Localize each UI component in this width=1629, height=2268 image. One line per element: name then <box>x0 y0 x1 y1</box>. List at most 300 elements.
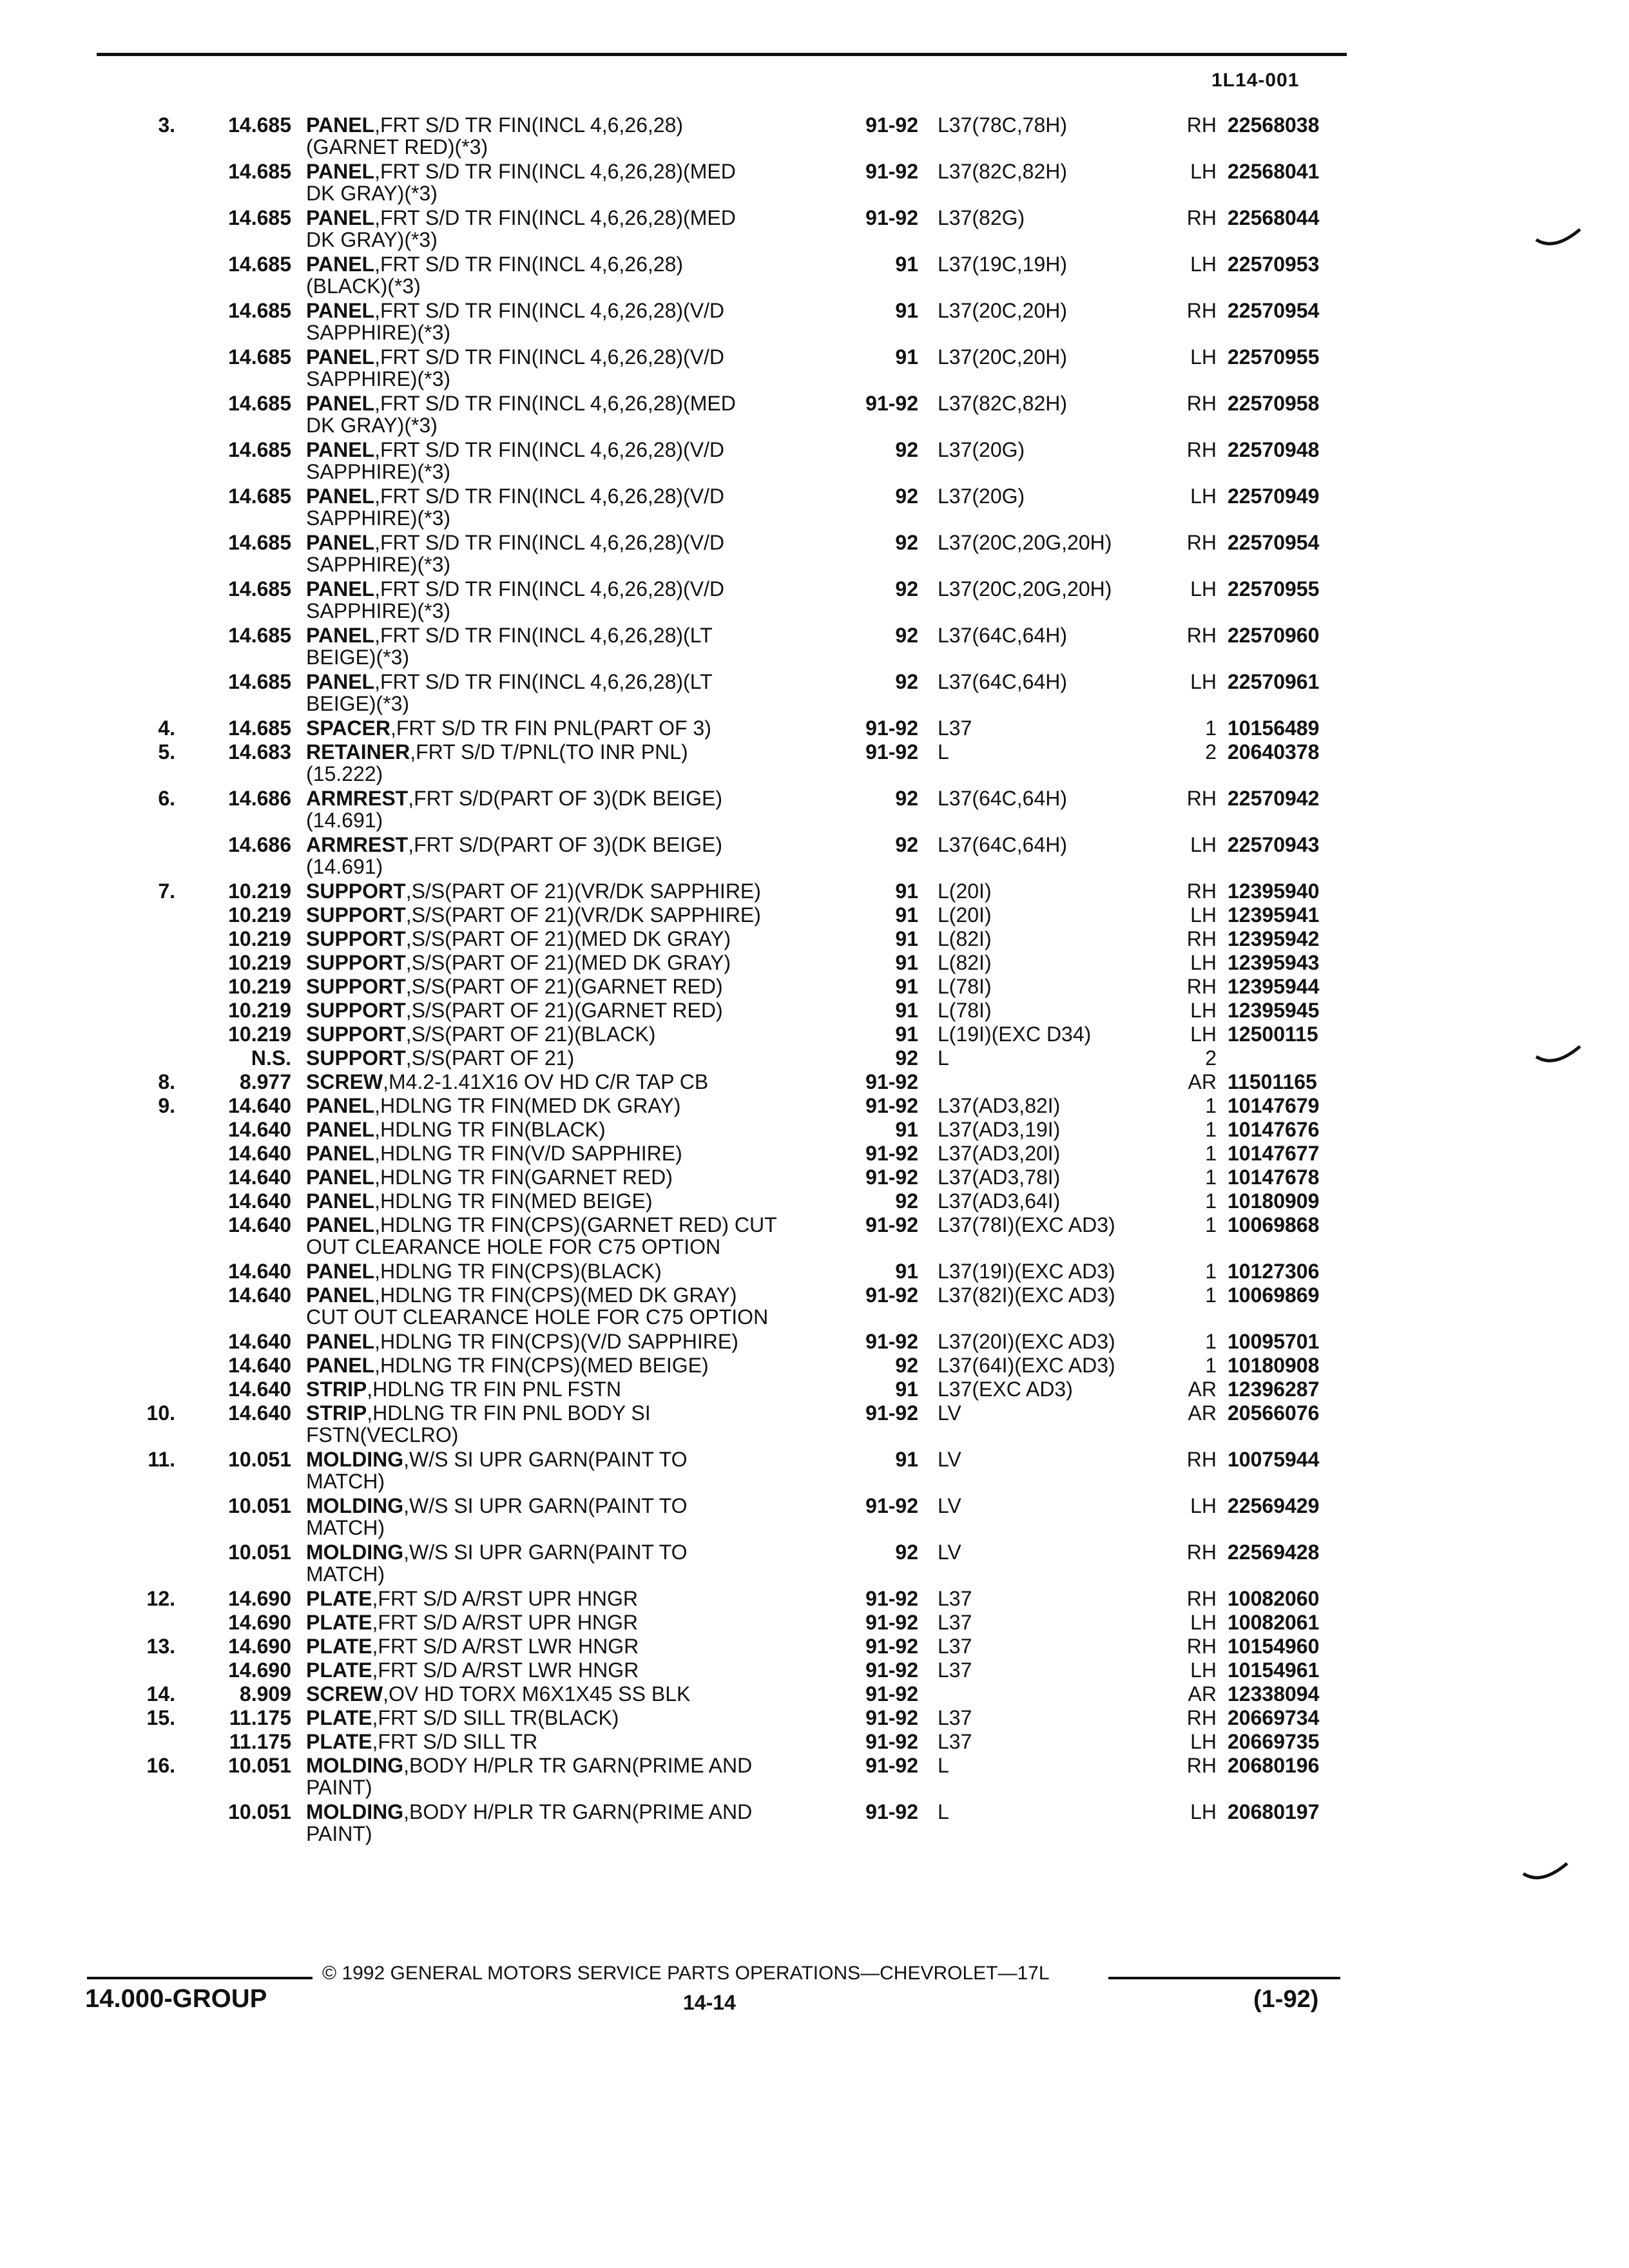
part-name: PANEL <box>306 1118 375 1141</box>
part-description <box>306 975 723 998</box>
table-row <box>0 999 1629 1023</box>
quantity: 1 <box>1205 1213 1217 1236</box>
quantity: AR <box>1188 1378 1217 1401</box>
part-description <box>306 1541 687 1564</box>
part-detail: ,FRT S/D A/RST LWR HNGR <box>372 1635 639 1658</box>
group-number: 14.640 <box>228 1094 291 1117</box>
part-name: PANEL <box>306 345 375 369</box>
group-number: 10.051 <box>228 1494 291 1517</box>
part-detail: ,FRT S/D TR FIN(INCL 4,6,26,28)(V/D <box>374 345 725 369</box>
part-name: STRIP <box>306 1401 367 1425</box>
model-code: L37(82G) <box>938 206 1025 229</box>
group-number: 14.685 <box>228 345 291 369</box>
group-number: 14.640 <box>228 1330 291 1353</box>
part-name: PANEL <box>306 1260 375 1283</box>
illustration-number: 7. <box>158 879 175 903</box>
part-number: 22568044 <box>1228 206 1320 229</box>
part-description <box>306 740 688 764</box>
part-name: PANEL <box>306 206 375 229</box>
group-number: 14.640 <box>228 1354 291 1377</box>
part-name: SUPPORT <box>306 879 406 903</box>
part-number: 22568041 <box>1228 160 1320 183</box>
model-code: L37(20C,20H) <box>938 299 1067 322</box>
model-code: L37(82C,82H) <box>938 392 1067 415</box>
table-row <box>0 1142 1629 1166</box>
model-code: L <box>938 1046 949 1070</box>
check-mark-icon <box>1535 1044 1581 1070</box>
group-number: 14.686 <box>228 787 291 810</box>
part-description <box>306 1023 655 1046</box>
model-code: L(20I) <box>938 903 992 927</box>
model-year: 91-92 <box>865 1213 918 1236</box>
model-year: 92 <box>895 485 918 508</box>
group-number: 14.640 <box>228 1260 291 1283</box>
part-detail: ,FRT S/D TR FIN(INCL 4,6,26,28)(LT <box>374 670 713 693</box>
part-detail: ,FRT S/D TR FIN(INCL 4,6,26,28)(V/D <box>374 485 725 508</box>
illustration-number: 3. <box>158 113 175 137</box>
group-number: 14.640 <box>228 1401 291 1425</box>
description-continuation: SAPPHIRE)(*3) <box>306 506 451 530</box>
group-number: 14.640 <box>228 1118 291 1141</box>
illustration-number: 14. <box>146 1682 175 1706</box>
group-number: 14.685 <box>228 113 291 137</box>
table-row <box>0 879 1629 903</box>
model-year: 92 <box>895 531 918 554</box>
part-number: 22569428 <box>1228 1541 1320 1564</box>
part-number: 20566076 <box>1228 1401 1320 1425</box>
table-row <box>0 113 1629 160</box>
quantity: AR <box>1188 1682 1217 1706</box>
part-number: 10069869 <box>1228 1283 1320 1307</box>
part-detail: ,FRT S/D T/PNL(TO INR PNL) <box>410 740 688 764</box>
part-detail: ,FRT S/D SILL TR <box>372 1730 538 1753</box>
description-continuation: MATCH) <box>306 1516 385 1539</box>
group-number: 14.685 <box>228 160 291 183</box>
group-number: 10.051 <box>228 1541 291 1564</box>
model-year: 91-92 <box>865 1070 918 1093</box>
quantity: LH <box>1190 345 1217 369</box>
model-year: 91-92 <box>865 1611 918 1634</box>
part-name: STRIP <box>306 1378 367 1401</box>
part-description <box>306 206 736 229</box>
part-detail: ,FRT S/D TR FIN(INCL 4,6,26,28) <box>374 253 684 276</box>
part-name: MOLDING <box>306 1494 404 1517</box>
group-number: 14.690 <box>228 1635 291 1658</box>
table-row <box>0 577 1629 624</box>
table-row <box>0 1494 1629 1541</box>
group-number: 10.219 <box>228 927 291 950</box>
part-description <box>306 1494 687 1517</box>
quantity: LH <box>1190 1730 1217 1753</box>
part-name: PLATE <box>306 1658 372 1682</box>
part-detail: ,HDLNG TR FIN(CPS)(MED BEIGE) <box>374 1354 709 1377</box>
quantity: RH <box>1186 1706 1217 1729</box>
part-detail: ,BODY H/PLR TR GARN(PRIME AND <box>403 1800 753 1823</box>
part-name: SUPPORT <box>306 927 406 950</box>
part-description <box>306 903 761 927</box>
quantity: 1 <box>1205 1094 1217 1117</box>
description-continuation: MATCH) <box>306 1470 385 1493</box>
model-code: LV <box>938 1448 961 1471</box>
part-detail: ,S/S(PART OF 21)(VR/DK SAPPHIRE) <box>405 879 761 903</box>
model-code: LV <box>938 1401 961 1425</box>
table-row <box>0 392 1629 438</box>
model-code: L(78I) <box>938 975 992 998</box>
part-number: 12395942 <box>1228 927 1320 950</box>
part-detail: ,S/S(PART OF 21)(VR/DK SAPPHIRE) <box>405 903 761 927</box>
part-description <box>306 1213 777 1236</box>
group-number: 14.640 <box>228 1283 291 1307</box>
part-name: PLATE <box>306 1611 372 1634</box>
part-name: PANEL <box>306 670 375 693</box>
description-continuation: BEIGE)(*3) <box>306 646 410 669</box>
quantity: 1 <box>1205 1260 1217 1283</box>
table-row <box>0 253 1629 299</box>
description-continuation: SAPPHIRE)(*3) <box>306 599 451 622</box>
group-number: 14.685 <box>228 206 291 229</box>
part-description <box>306 485 724 508</box>
illustration-number: 8. <box>158 1070 175 1093</box>
model-code: L(78I) <box>938 999 992 1022</box>
part-number: 20680196 <box>1228 1754 1320 1777</box>
part-detail: ,HDLNG TR FIN(CPS)(MED DK GRAY) <box>374 1283 737 1307</box>
group-number: 14.690 <box>228 1587 291 1610</box>
part-description <box>306 1587 638 1610</box>
part-description <box>306 1118 606 1141</box>
part-name: PANEL <box>306 531 375 554</box>
model-year: 91 <box>895 1378 918 1401</box>
model-year: 91 <box>895 299 918 322</box>
quantity: RH <box>1186 975 1217 998</box>
part-number: 20680197 <box>1228 1800 1320 1823</box>
group-number: 11.175 <box>229 1706 291 1729</box>
part-number: 10082061 <box>1228 1611 1320 1634</box>
illustration-number: 6. <box>158 787 175 810</box>
part-description <box>306 299 724 322</box>
illustration-number: 12. <box>146 1587 175 1610</box>
part-description <box>306 113 683 137</box>
table-row <box>0 740 1629 787</box>
part-description <box>306 531 724 554</box>
model-year: 91 <box>895 879 918 903</box>
table-row <box>0 975 1629 999</box>
part-number: 10147678 <box>1228 1166 1320 1189</box>
part-description <box>306 1354 709 1377</box>
part-name: PANEL <box>306 1283 375 1307</box>
part-number: 22570954 <box>1228 299 1320 322</box>
part-description <box>306 1046 574 1070</box>
part-name: SUPPORT <box>306 999 406 1022</box>
part-name: PANEL <box>306 1094 375 1117</box>
part-description <box>306 1330 738 1353</box>
part-name: SPACER <box>306 716 390 740</box>
table-row <box>0 716 1629 740</box>
part-name: PLATE <box>306 1635 372 1658</box>
description-continuation: SAPPHIRE)(*3) <box>306 367 451 390</box>
description-continuation: FSTN(VECLRO) <box>306 1423 459 1446</box>
group-number: 8.909 <box>239 1682 291 1706</box>
quantity: RH <box>1186 113 1217 137</box>
part-number: 22570955 <box>1228 577 1320 601</box>
part-detail: ,HDLNG TR FIN(MED BEIGE) <box>374 1189 653 1213</box>
model-year: 91-92 <box>865 160 918 183</box>
quantity: LH <box>1190 999 1217 1022</box>
model-code: L37(19I)(EXC AD3) <box>938 1260 1115 1283</box>
model-code: L37(64C,64H) <box>938 624 1067 647</box>
model-code: L37(20G) <box>938 485 1025 508</box>
model-year: 91 <box>895 1260 918 1283</box>
part-description <box>306 1283 737 1307</box>
model-code: L(20I) <box>938 879 992 903</box>
model-code: L37 <box>938 1706 972 1729</box>
table-row <box>0 531 1629 577</box>
table-row <box>0 1166 1629 1189</box>
quantity: LH <box>1190 253 1217 276</box>
model-year: 91 <box>895 1118 918 1141</box>
table-row <box>0 1046 1629 1070</box>
part-name: ARMREST <box>306 787 409 810</box>
quantity: RH <box>1186 927 1217 950</box>
group-number: 10.219 <box>228 879 291 903</box>
model-year: 92 <box>895 577 918 601</box>
table-row <box>0 927 1629 951</box>
part-name: MOLDING <box>306 1448 404 1471</box>
part-detail: ,S/S(PART OF 21)(BLACK) <box>405 1023 656 1046</box>
part-name: PANEL <box>306 1213 375 1236</box>
group-number: 14.640 <box>228 1213 291 1236</box>
quantity: 1 <box>1205 1142 1217 1165</box>
quantity: RH <box>1186 1541 1217 1564</box>
quantity: AR <box>1188 1070 1217 1093</box>
model-year: 92 <box>895 438 918 461</box>
group-number: 8.977 <box>239 1070 291 1093</box>
model-year: 91-92 <box>865 113 918 137</box>
quantity: LH <box>1190 833 1217 856</box>
model-code: L <box>938 1754 949 1777</box>
group-number: 10.219 <box>228 975 291 998</box>
part-name: PANEL <box>306 160 375 183</box>
part-name: PANEL <box>306 1142 375 1165</box>
part-detail: ,HDLNG TR FIN(V/D SAPPHIRE) <box>374 1142 682 1165</box>
quantity: 1 <box>1205 1354 1217 1377</box>
part-name: PLATE <box>306 1730 372 1753</box>
part-description <box>306 1260 662 1283</box>
part-number: 20669735 <box>1228 1730 1320 1753</box>
part-detail: ,FRT S/D A/RST UPR HNGR <box>372 1587 639 1610</box>
part-number: 10154961 <box>1228 1658 1320 1682</box>
group-number: 14.685 <box>228 299 291 322</box>
table-row <box>0 1611 1629 1635</box>
part-detail: ,W/S SI UPR GARN(PAINT TO <box>403 1541 688 1564</box>
part-number: 11501165 <box>1228 1070 1317 1093</box>
group-number: 10.219 <box>228 951 291 974</box>
part-description <box>306 438 724 461</box>
part-detail: ,FRT S/D TR FIN(INCL 4,6,26,28)(MED <box>374 392 736 415</box>
part-number: 12500115 <box>1228 1023 1318 1046</box>
part-detail: ,OV HD TORX M6X1X45 SS BLK <box>383 1682 691 1706</box>
quantity: 1 <box>1205 1283 1217 1307</box>
quantity: 1 <box>1205 1118 1217 1141</box>
model-code: L37(64C,64H) <box>938 670 1067 693</box>
part-number: 22570943 <box>1228 833 1320 856</box>
model-year: 92 <box>895 833 918 856</box>
part-number: 22570953 <box>1228 253 1320 276</box>
part-number: 10147679 <box>1228 1094 1320 1117</box>
part-description <box>306 787 722 810</box>
part-detail: ,FRT S/D TR FIN(INCL 4,6,26,28)(MED <box>374 160 736 183</box>
part-description <box>306 927 731 950</box>
part-name: ARMREST <box>306 833 409 856</box>
part-name: PANEL <box>306 438 375 461</box>
part-number: 10156489 <box>1228 716 1320 740</box>
model-year: 91 <box>895 927 918 950</box>
part-name: SUPPORT <box>306 1023 406 1046</box>
group-number: 10.219 <box>228 1023 291 1046</box>
part-description <box>306 1800 752 1823</box>
description-continuation: BEIGE)(*3) <box>306 692 410 715</box>
quantity: LH <box>1190 577 1217 601</box>
model-code: L37 <box>938 1635 972 1658</box>
part-detail: ,S/S(PART OF 21) <box>405 1046 575 1070</box>
model-year: 92 <box>895 1354 918 1377</box>
part-description <box>306 345 724 369</box>
illustration-number: 4. <box>158 716 175 740</box>
model-year: 91-92 <box>865 1682 918 1706</box>
part-number: 12396287 <box>1228 1378 1320 1401</box>
part-name: PANEL <box>306 485 375 508</box>
quantity: RH <box>1186 531 1217 554</box>
part-number: 22569429 <box>1228 1494 1320 1517</box>
description-continuation: DK GRAY)(*3) <box>306 182 438 205</box>
table-row <box>0 1706 1629 1730</box>
table-row <box>0 833 1629 879</box>
model-year: 91-92 <box>865 1706 918 1729</box>
quantity: RH <box>1186 1635 1217 1658</box>
table-row <box>0 1378 1629 1401</box>
model-year: 91-92 <box>865 1754 918 1777</box>
description-continuation: SAPPHIRE)(*3) <box>306 321 451 344</box>
quantity: 1 <box>1205 1189 1217 1213</box>
table-row <box>0 1682 1629 1706</box>
group-number: 14.690 <box>228 1658 291 1682</box>
description-continuation: (14.691) <box>306 855 383 878</box>
part-description <box>306 624 713 647</box>
part-description <box>306 1682 690 1706</box>
part-number: 12395940 <box>1228 879 1320 903</box>
model-year: 91-92 <box>865 1330 918 1353</box>
part-description <box>306 160 736 183</box>
quantity: LH <box>1190 951 1217 974</box>
part-number: 10127306 <box>1228 1260 1320 1283</box>
part-number: 10180908 <box>1228 1354 1320 1377</box>
model-code: L37(AD3,19I) <box>938 1118 1061 1141</box>
part-name: SUPPORT <box>306 951 406 974</box>
part-detail: ,S/S(PART OF 21)(MED DK GRAY) <box>405 927 731 950</box>
part-name: SUPPORT <box>306 903 406 927</box>
part-description <box>306 999 723 1022</box>
model-code: L37(20G) <box>938 438 1025 461</box>
part-detail: ,HDLNG TR FIN(MED DK GRAY) <box>374 1094 681 1117</box>
table-row <box>0 670 1629 716</box>
part-name: MOLDING <box>306 1800 404 1823</box>
footer-rule <box>1108 1977 1340 1979</box>
model-code: L37(82I)(EXC AD3) <box>938 1283 1115 1307</box>
illustration-number: 15. <box>146 1706 175 1729</box>
model-code: L37 <box>938 1611 972 1634</box>
part-description <box>306 670 713 693</box>
part-description <box>306 1166 673 1189</box>
quantity: 1 <box>1205 1166 1217 1189</box>
model-code: L37(AD3,82I) <box>938 1094 1061 1117</box>
model-code: LV <box>938 1494 961 1517</box>
model-year: 92 <box>895 1189 918 1213</box>
part-name: PLATE <box>306 1706 372 1729</box>
table-row <box>0 1401 1629 1448</box>
part-detail: ,FRT S/D TR FIN(INCL 4,6,26,28)(V/D <box>374 577 725 601</box>
table-row <box>0 1094 1629 1118</box>
group-number: 10.219 <box>228 903 291 927</box>
model-code: L37(AD3,78I) <box>938 1166 1061 1189</box>
table-row <box>0 1658 1629 1682</box>
model-code: L37(64C,64H) <box>938 787 1067 810</box>
table-row <box>0 206 1629 253</box>
part-detail: ,W/S SI UPR GARN(PAINT TO <box>403 1494 688 1517</box>
check-mark-icon <box>1522 1861 1568 1887</box>
part-detail: ,HDLNG TR FIN(BLACK) <box>374 1118 606 1141</box>
model-code: L37(64I)(EXC AD3) <box>938 1354 1115 1377</box>
part-detail: ,FRT S/D SILL TR(BLACK) <box>372 1706 619 1729</box>
table-row <box>0 1260 1629 1283</box>
part-detail: ,FRT S/D A/RST LWR HNGR <box>372 1658 639 1682</box>
quantity: AR <box>1188 1401 1217 1425</box>
part-description <box>306 1754 752 1777</box>
model-year: 91-92 <box>865 1283 918 1307</box>
quantity: RH <box>1186 438 1217 461</box>
table-row <box>0 299 1629 345</box>
group-number: 14.685 <box>228 670 291 693</box>
description-continuation: OUT CLEARANCE HOLE FOR C75 OPTION <box>306 1235 721 1258</box>
quantity: LH <box>1190 1658 1217 1682</box>
table-row <box>0 1023 1629 1046</box>
table-row <box>0 1730 1629 1754</box>
part-number: 12395945 <box>1228 999 1320 1022</box>
part-detail: ,S/S(PART OF 21)(MED DK GRAY) <box>405 951 731 974</box>
quantity: RH <box>1186 1754 1217 1777</box>
part-name: PANEL <box>306 624 375 647</box>
quantity: LH <box>1190 1611 1217 1634</box>
table-row <box>0 1283 1629 1330</box>
part-number: 22570958 <box>1228 392 1320 415</box>
quantity: LH <box>1190 1023 1217 1046</box>
part-detail: ,BODY H/PLR TR GARN(PRIME AND <box>403 1754 753 1777</box>
group-number: 14.640 <box>228 1166 291 1189</box>
model-code: LV <box>938 1541 961 1564</box>
part-name: PANEL <box>306 113 375 137</box>
model-year: 92 <box>895 1541 918 1564</box>
group-number: 14.685 <box>228 531 291 554</box>
table-row <box>0 1330 1629 1354</box>
table-row <box>0 1118 1629 1142</box>
model-code: L(82I) <box>938 951 992 974</box>
part-detail: ,FRT S/D TR FIN(INCL 4,6,26,28)(V/D <box>374 438 725 461</box>
group-number: 14.640 <box>228 1142 291 1165</box>
part-detail: ,FRT S/D TR FIN(INCL 4,6,26,28)(MED <box>374 206 736 229</box>
copyright-line: © 1992 GENERAL MOTORS SERVICE PARTS OPERATIONS—CHEVROLET—17L <box>322 1963 1050 1984</box>
table-row <box>0 160 1629 206</box>
group-number: 14.685 <box>228 716 291 740</box>
footer-group: 14.000-GROUP <box>85 1984 267 2013</box>
group-number: 10.051 <box>228 1800 291 1823</box>
